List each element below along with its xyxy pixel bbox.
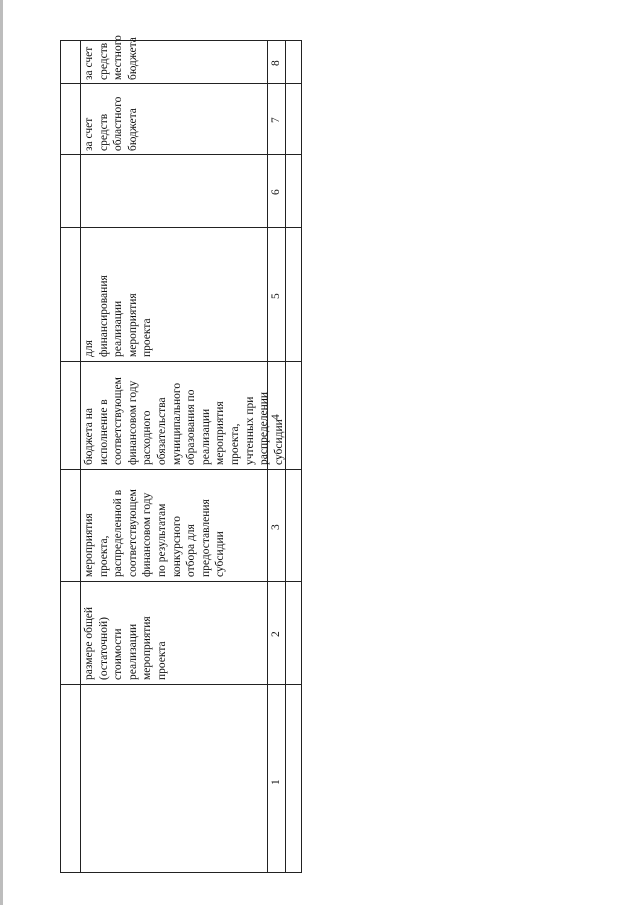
header-cell-3: мероприятия проекта, распределенной в соответствующем финансовом году по результатам конкурсного отбора для предоставления субсидии xyxy=(83,489,227,577)
page-left-edge xyxy=(0,0,3,905)
rotated-table xyxy=(60,35,302,873)
header-cell-4: бюджета на исполнение в соответствующем финансовом году расходного обязательства муниципального образования по реализации мероприятия проекта, учтенных при распределении субсидии xyxy=(83,377,285,465)
column-number-1: 1 xyxy=(270,779,282,785)
column-number-4: 4 xyxy=(270,414,282,420)
column-number-2: 2 xyxy=(270,631,282,637)
column-number-6: 6 xyxy=(270,189,282,195)
col-divider-4-5 xyxy=(60,361,302,362)
col-divider-6-7 xyxy=(60,154,302,155)
col-divider-2-3 xyxy=(60,581,302,582)
column-number-5: 5 xyxy=(270,293,282,299)
column-number-8: 8 xyxy=(270,60,282,66)
col-divider-3-4 xyxy=(60,469,302,470)
column-number-3: 3 xyxy=(270,524,282,530)
header-cell-5: для финансирования реализации мероприятия проекта xyxy=(83,275,154,357)
col-divider-1-2 xyxy=(60,684,302,685)
col-divider-7-8 xyxy=(60,83,302,84)
header-cell-7: за счет средств областного бюджета xyxy=(83,96,139,151)
header-cell-8: за счет средств местного бюджета xyxy=(83,35,139,80)
header-left-border xyxy=(80,40,81,873)
table-rotated-layer xyxy=(60,35,302,873)
col-divider-5-6 xyxy=(60,227,302,228)
column-number-7: 7 xyxy=(270,117,282,123)
header-cell-2: размере общей (остаточной) стоимости реализации мероприятия проекта xyxy=(83,606,168,680)
